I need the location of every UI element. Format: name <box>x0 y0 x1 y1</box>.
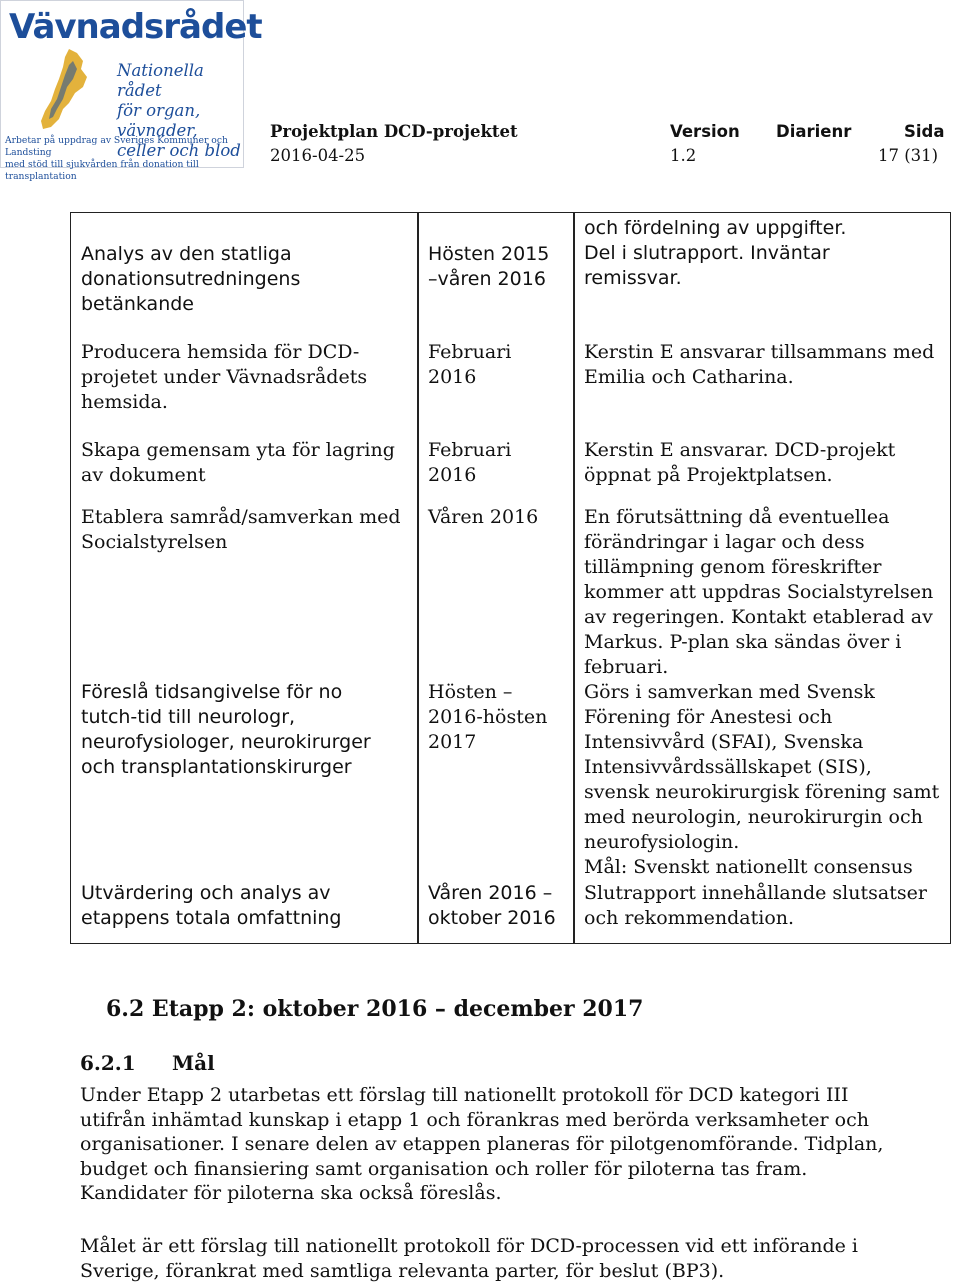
table-row-6-time: Våren 2016 – oktober 2016 <box>428 882 556 929</box>
table-row-3-activity: Skapa gemensam yta för lagring av dokument <box>81 439 395 486</box>
section-heading: 6.2 Etapp 2: oktober 2016 – december 2017 <box>106 996 644 1022</box>
table-row-1-time: Hösten 2015 –våren 2016 <box>428 243 550 290</box>
table-row-2-comment: Kerstin E ansvarar tillsammans med Emilia och Catharina. <box>584 341 935 388</box>
logo-footer: Arbetar på uppdrag av Sveriges Kommuner och Landsting med stöd till sjukvården från donation till transplantation <box>5 135 228 182</box>
table-row-5-comment: Görs i samverkan med Svensk Förening för Anestesi och Intensivvård (SFAI), Svenska Intensivvårdssällskapet (SIS), svensk neurokirurgisk förening samt med neurologin, neurokirurgin och neurofysiologin. Mål: Svenskt nationellt consensus <box>584 681 940 878</box>
logo-subtitle: Nationella rådet för organ, vävnader, celler och blod <box>117 61 241 160</box>
document-date: 2016-04-25 <box>270 146 366 165</box>
table-row-5-time: Hösten – 2016-hösten 2017 <box>428 681 548 753</box>
version-value: 1.2 <box>670 146 697 165</box>
sida-label: Sida <box>904 122 945 141</box>
vavnadsradet-logo <box>0 0 262 182</box>
paragraph-goal: Målet är ett förslag till nationellt protokoll för DCD-processen vid ett införande i Sverige, förankrat med samtliga relevanta parter, för beslut (BP3). <box>80 1235 859 1282</box>
table-row-1-activity: Analys av den statliga donationsutredningens betänkande <box>81 243 301 315</box>
table-row-6-comment: Slutrapport innehållande slutsatser och rekommendation. <box>584 882 927 929</box>
paragraph-etapp2: Under Etapp 2 utarbetas ett förslag till nationellt protokoll för DCD kategori III utifrån inhämtad kunskap i etapp 1 och förankras med berörda verksamheter och organisationer. I senare delen av etappen planeras för pilotgenomförande. Tidplan, budget och finansiering samt organisation och roller för piloterna tas fram. Kandidater för piloterna ska också föreslås. <box>80 1084 884 1204</box>
table-row-4-time: Våren 2016 <box>428 506 539 528</box>
table-row-2-time: Februari 2016 <box>428 341 512 388</box>
table-row-4-comment: En förutsättning då eventuellea förändringar i lagar och dess tillämpning genom föreskrifter kommer att uppdras Socialstyrelsen av regeringen. Kontakt etablerad av Markus. P-plan ska sändas över i februari. <box>584 506 934 678</box>
diarienr-label: Diarienr <box>776 122 852 141</box>
subsection-number: 6.2.1 <box>80 1051 136 1075</box>
table-column-divider <box>573 212 575 944</box>
logo-title: Vävnadsrådet <box>9 7 262 47</box>
table-row-4-activity: Etablera samråd/samverkan med Socialstyrelsen <box>81 506 401 553</box>
document-title: Projektplan DCD-projektet <box>270 122 518 141</box>
page-number: 17 (31) <box>878 146 939 165</box>
table-row-1-comment: och fördelning av uppgifter. Del i slutrapport. Inväntar remissvar. <box>584 217 847 289</box>
table-row-6-activity: Utvärdering och analys av etappens totala omfattning <box>81 882 342 929</box>
table-row-3-comment: Kerstin E ansvarar. DCD-projekt öppnat på Projektplatsen. <box>584 439 896 486</box>
table-row-2-activity: Producera hemsida för DCD- projetet under Vävnadsrådets hemsida. <box>81 341 368 413</box>
subsection-title: Mål <box>172 1051 215 1075</box>
table-column-divider <box>417 212 419 944</box>
table-row-5-activity: Föreslå tidsangivelse för no tutch-tid till neurologr, neurofysiologer, neurokirurger och transplantationskirurger <box>81 681 371 778</box>
sweden-map-icon <box>11 47 111 131</box>
table-row-3-time: Februari 2016 <box>428 439 512 486</box>
version-label: Version <box>670 122 740 141</box>
